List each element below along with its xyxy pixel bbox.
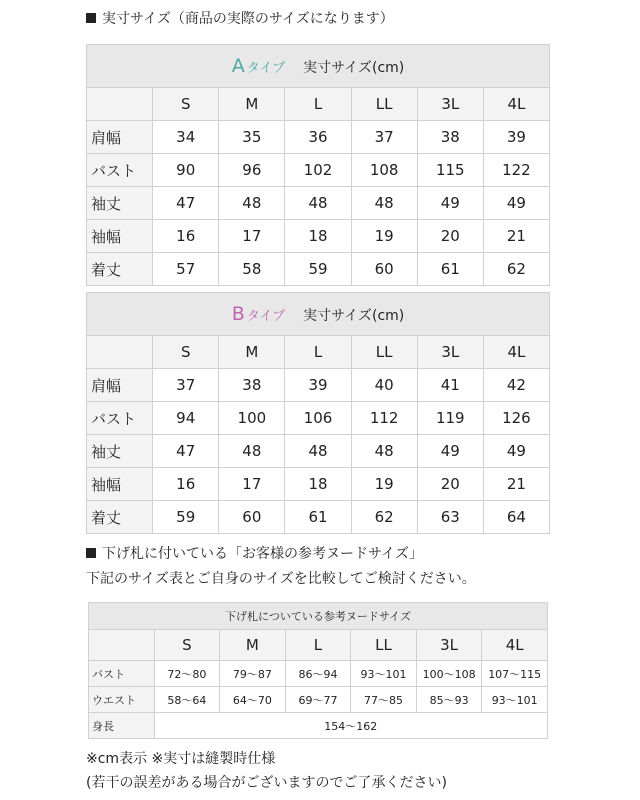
table-cell: 17 bbox=[219, 468, 285, 501]
table-row bbox=[89, 661, 548, 687]
row-label: 着丈 bbox=[87, 253, 153, 286]
size-header: 4L bbox=[483, 88, 549, 121]
size-table-type-b bbox=[86, 292, 550, 534]
size-header-row bbox=[87, 88, 550, 121]
table-cell: 41 bbox=[417, 369, 483, 402]
table-cell: 39 bbox=[285, 369, 351, 402]
size-header: M bbox=[220, 630, 286, 661]
table-cell: 58～64 bbox=[154, 687, 220, 713]
table-title: 下げ札についている参考ヌードサイズ bbox=[89, 603, 548, 630]
size-header-row bbox=[87, 336, 550, 369]
table-cell: 115 bbox=[417, 154, 483, 187]
table-cell: 63 bbox=[417, 501, 483, 534]
table-row bbox=[87, 187, 550, 220]
table-cell: 61 bbox=[285, 501, 351, 534]
table-row bbox=[89, 687, 548, 713]
table-cell: 62 bbox=[483, 253, 549, 286]
table-cell: 21 bbox=[483, 220, 549, 253]
table-row bbox=[87, 220, 550, 253]
table-row bbox=[87, 369, 550, 402]
table-cell: 57 bbox=[153, 253, 219, 286]
table-cell: 108 bbox=[351, 154, 417, 187]
size-table-type-a bbox=[86, 44, 550, 286]
header-blank-cell bbox=[89, 630, 155, 661]
row-label: 袖幅 bbox=[87, 468, 153, 501]
table-cell: 60 bbox=[219, 501, 285, 534]
table-cell: 122 bbox=[483, 154, 549, 187]
table-cell: 49 bbox=[483, 187, 549, 220]
row-label: 肩幅 bbox=[87, 121, 153, 154]
table-row bbox=[87, 435, 550, 468]
table-cell: 48 bbox=[219, 187, 285, 220]
size-header: L bbox=[285, 336, 351, 369]
section-heading-text: 実寸サイズ（商品の実際のサイズになります） bbox=[102, 11, 394, 27]
table-cell: 69～77 bbox=[285, 687, 351, 713]
table-cell: 37 bbox=[351, 121, 417, 154]
table-cell: 60 bbox=[351, 253, 417, 286]
table-title-rest: 実寸サイズ(cm) bbox=[303, 60, 405, 76]
table-cell: 79～87 bbox=[220, 661, 286, 687]
section-description: 下記のサイズ表とご自身のサイズを比較してご検討ください。 bbox=[86, 571, 476, 587]
table-cell: 16 bbox=[153, 468, 219, 501]
table-row bbox=[87, 402, 550, 435]
table-cell: 62 bbox=[351, 501, 417, 534]
table-cell: 119 bbox=[417, 402, 483, 435]
table-row bbox=[87, 468, 550, 501]
table-cell: 39 bbox=[483, 121, 549, 154]
table-cell: 102 bbox=[285, 154, 351, 187]
type-suffix: タイプ bbox=[246, 61, 286, 76]
table-cell: 94 bbox=[153, 402, 219, 435]
table-cell: 112 bbox=[351, 402, 417, 435]
header-blank-cell bbox=[87, 88, 153, 121]
row-label: ウエスト bbox=[89, 687, 155, 713]
row-label: 肩幅 bbox=[87, 369, 153, 402]
table-cell: 59 bbox=[153, 501, 219, 534]
table-cell: 61 bbox=[417, 253, 483, 286]
size-header: 3L bbox=[417, 336, 483, 369]
table-cell: 47 bbox=[153, 435, 219, 468]
table-cell: 20 bbox=[417, 220, 483, 253]
table-cell: 40 bbox=[351, 369, 417, 402]
section-heading-actual-size bbox=[86, 8, 394, 28]
row-label: バスト bbox=[87, 154, 153, 187]
table-cell: 48 bbox=[285, 435, 351, 468]
table-cell: 64 bbox=[483, 501, 549, 534]
table-cell: 35 bbox=[219, 121, 285, 154]
table-cell: 59 bbox=[285, 253, 351, 286]
type-suffix: タイプ bbox=[246, 309, 286, 324]
table-cell: 48 bbox=[351, 435, 417, 468]
table-cell: 72～80 bbox=[154, 661, 220, 687]
row-label: 着丈 bbox=[87, 501, 153, 534]
square-bullet-icon bbox=[86, 13, 96, 23]
table-cell: 38 bbox=[417, 121, 483, 154]
row-label: 身長 bbox=[89, 713, 155, 739]
table-row bbox=[87, 154, 550, 187]
table-cell: 49 bbox=[483, 435, 549, 468]
table-cell: 34 bbox=[153, 121, 219, 154]
table-title bbox=[87, 293, 550, 336]
type-letter: A bbox=[231, 55, 245, 77]
size-header: S bbox=[154, 630, 220, 661]
type-letter: B bbox=[231, 303, 245, 325]
table-cell: 21 bbox=[483, 468, 549, 501]
nude-size-table bbox=[88, 602, 548, 739]
table-cell: 93～101 bbox=[482, 687, 548, 713]
size-header-row bbox=[89, 630, 548, 661]
size-header: LL bbox=[351, 336, 417, 369]
table-row bbox=[87, 121, 550, 154]
table-cell: 37 bbox=[153, 369, 219, 402]
row-label: 袖丈 bbox=[87, 187, 153, 220]
table-cell: 96 bbox=[219, 154, 285, 187]
table-cell: 90 bbox=[153, 154, 219, 187]
table-row bbox=[87, 501, 550, 534]
table-cell: 42 bbox=[483, 369, 549, 402]
table-cell: 19 bbox=[351, 220, 417, 253]
table-cell: 20 bbox=[417, 468, 483, 501]
header-blank-cell bbox=[87, 336, 153, 369]
row-label: 袖丈 bbox=[87, 435, 153, 468]
size-header: M bbox=[219, 88, 285, 121]
table-cell: 49 bbox=[417, 435, 483, 468]
table-cell: 58 bbox=[219, 253, 285, 286]
table-cell: 126 bbox=[483, 402, 549, 435]
table-cell: 64～70 bbox=[220, 687, 286, 713]
size-header: S bbox=[153, 88, 219, 121]
table-title bbox=[87, 45, 550, 88]
size-header: L bbox=[285, 88, 351, 121]
table-row bbox=[87, 253, 550, 286]
size-header: 4L bbox=[482, 630, 548, 661]
table-cell: 18 bbox=[285, 220, 351, 253]
table-cell: 19 bbox=[351, 468, 417, 501]
table-title-rest: 実寸サイズ(cm) bbox=[303, 308, 405, 324]
section-heading-text: 下げ札に付いている「お客様の参考ヌードサイズ」 bbox=[102, 546, 423, 562]
table-row bbox=[89, 713, 548, 739]
row-label: 袖幅 bbox=[87, 220, 153, 253]
size-header: 3L bbox=[416, 630, 482, 661]
table-cell: 16 bbox=[153, 220, 219, 253]
table-cell: 154～162 bbox=[154, 713, 547, 739]
size-header: LL bbox=[351, 88, 417, 121]
size-header: L bbox=[285, 630, 351, 661]
table-cell: 48 bbox=[219, 435, 285, 468]
table-cell: 17 bbox=[219, 220, 285, 253]
table-cell: 47 bbox=[153, 187, 219, 220]
table-cell: 36 bbox=[285, 121, 351, 154]
table-cell: 100～108 bbox=[416, 661, 482, 687]
table-cell: 106 bbox=[285, 402, 351, 435]
size-header: 3L bbox=[417, 88, 483, 121]
size-header: M bbox=[219, 336, 285, 369]
table-cell: 86～94 bbox=[285, 661, 351, 687]
table-cell: 18 bbox=[285, 468, 351, 501]
table-cell: 85～93 bbox=[416, 687, 482, 713]
section-heading-nude-size bbox=[86, 543, 423, 563]
size-header: LL bbox=[351, 630, 417, 661]
table-cell: 107～115 bbox=[482, 661, 548, 687]
table-cell: 77～85 bbox=[351, 687, 417, 713]
note-line-1: ※cm表示 ※実寸は縫製時仕様 bbox=[86, 751, 276, 767]
table-cell: 93～101 bbox=[351, 661, 417, 687]
size-header: S bbox=[153, 336, 219, 369]
table-cell: 38 bbox=[219, 369, 285, 402]
row-label: バスト bbox=[89, 661, 155, 687]
row-label: バスト bbox=[87, 402, 153, 435]
note-line-2: (若干の誤差がある場合がございますのでご了承ください) bbox=[86, 775, 447, 791]
table-cell: 49 bbox=[417, 187, 483, 220]
table-cell: 48 bbox=[285, 187, 351, 220]
table-cell: 48 bbox=[351, 187, 417, 220]
square-bullet-icon bbox=[86, 548, 96, 558]
size-header: 4L bbox=[483, 336, 549, 369]
table-cell: 100 bbox=[219, 402, 285, 435]
